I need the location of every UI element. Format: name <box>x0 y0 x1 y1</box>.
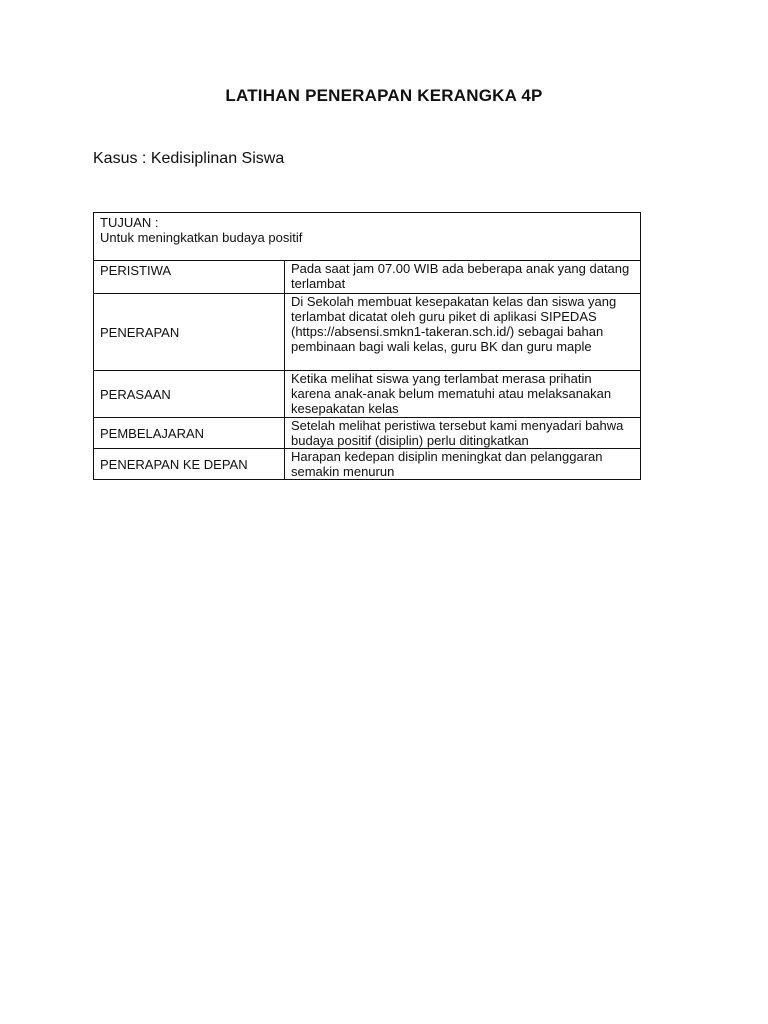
document-title: LATIHAN PENERAPAN KERANGKA 4P <box>225 86 543 105</box>
goal-text: Untuk meningkatkan budaya positif <box>100 230 303 245</box>
table-row <box>94 371 641 418</box>
goal-label: TUJUAN : <box>100 215 159 230</box>
row-label-penerapan: PENERAPAN <box>94 294 285 371</box>
row-content-peristiwa: Pada saat jam 07.00 WIB ada beberapa anak yang datang terlambat <box>285 261 641 294</box>
row-label-perasaan: PERASAAN <box>94 371 285 418</box>
case-line <box>93 150 284 168</box>
row-content-perasaan: Ketika melihat siswa yang terlambat merasa prihatin karena anak-anak belum mematuhi atau melaksanakan kesepakatan kelas <box>285 371 641 418</box>
row-label-pembelajaran: PEMBELAJARAN <box>94 418 285 449</box>
case-separator: : <box>137 150 151 167</box>
case-label: Kasus <box>93 150 138 167</box>
row-content-penerapan-ke-depan: Harapan kedepan disiplin meningkat dan pelanggaran semakin menurun <box>285 449 641 480</box>
goal-cell <box>94 213 641 261</box>
row-content-pembelajaran: Setelah melihat peristiwa tersebut kami menyadari bahwa budaya positif (disiplin) perlu ditingkatkan <box>285 418 641 449</box>
case-value: Kedisiplinan Siswa <box>150 150 285 167</box>
framework-table <box>93 212 641 480</box>
goal-row <box>94 213 641 261</box>
table-row <box>94 294 641 371</box>
row-label-penerapan-ke-depan: PENERAPAN KE DEPAN <box>94 449 285 480</box>
row-content-penerapan: Di Sekolah membuat kesepakatan kelas dan siswa yang terlambat dicatat oleh guru piket di aplikasi SIPEDAS (https://absensi.smkn1-takeran.sch.id/) sebagai bahan pembinaan bagi wali kelas, guru BK dan guru maple <box>285 294 641 371</box>
row-label-peristiwa: PERISTIWA <box>94 261 285 294</box>
table-row <box>94 418 641 449</box>
table-row <box>94 449 641 480</box>
table-row <box>94 261 641 294</box>
